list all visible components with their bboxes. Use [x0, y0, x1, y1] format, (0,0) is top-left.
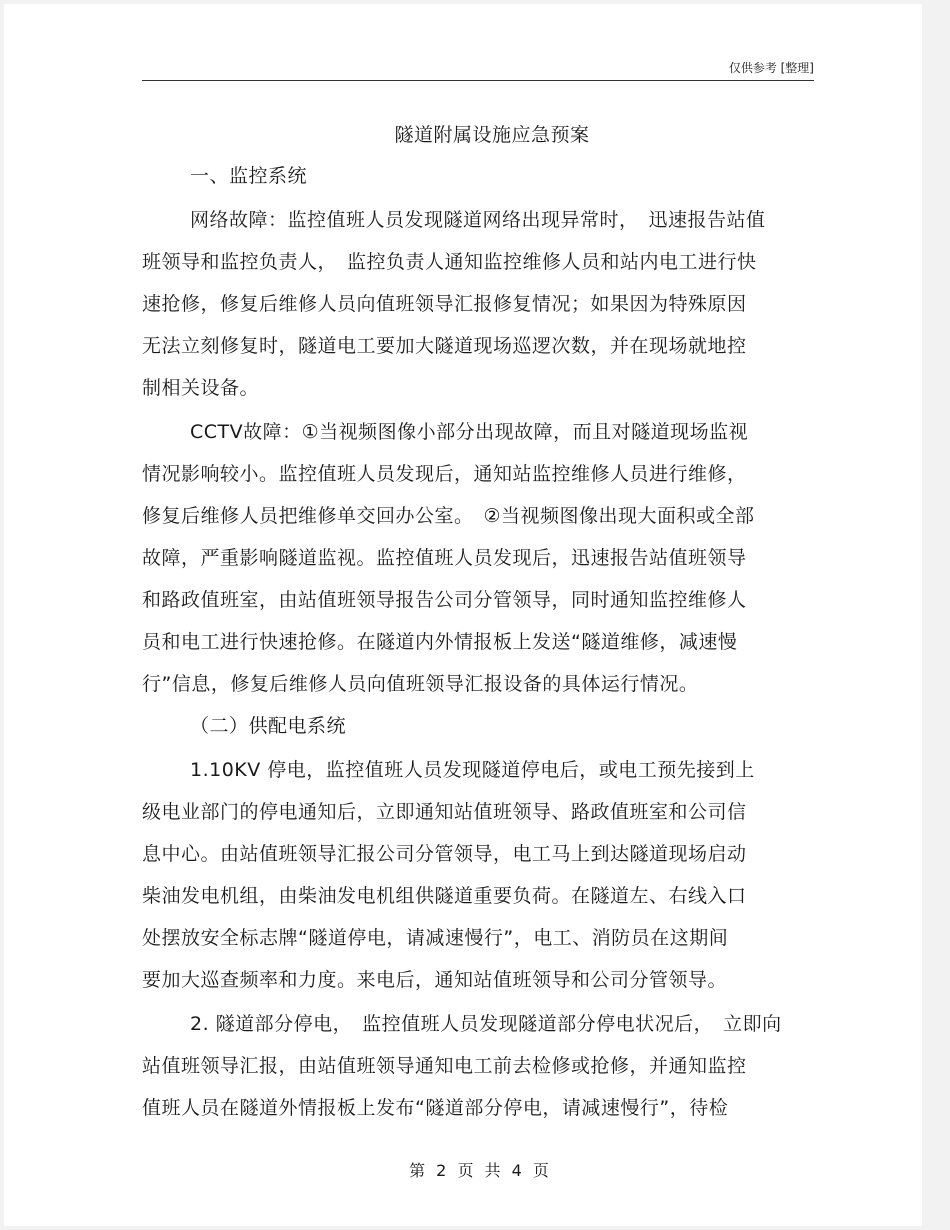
section-heading: （二）供配电系统 — [190, 715, 347, 737]
body-line: 班领导和监控负责人， 监控负责人通知监控维修人员和站内电工进行快 — [142, 251, 757, 273]
body-line: 故障，严重影响隧道监视。监控值班人员发现后，迅速报告站值班领导 — [142, 547, 747, 569]
body-line: 行”信息，修复后维修人员向值班领导汇报设备的具体运行情况。 — [142, 673, 699, 695]
body-line: 无法立刻修复时，隧道电工要加大隧道现场巡逻次数，并在现场就地控 — [142, 335, 747, 357]
body-line: 情况影响较小。监控值班人员发现后，通知站监控维修人员进行维修， — [142, 463, 747, 485]
body-line: 员和电工进行快速抢修。在隧道内外情报板上发送“隧道维修，减速慢 — [142, 631, 738, 653]
page-footer: 第 2 页 共 4 页 — [409, 1161, 549, 1180]
body-line: 级电业部门的停电通知后，立即通知站值班领导、路政值班室和公司信 — [142, 801, 747, 823]
body-line: 站值班领导汇报，由站值班领导通知电工前去检修或抢修，并通知监控 — [142, 1055, 747, 1077]
header-divider — [142, 80, 814, 81]
body-line: 柴油发电机组，由柴油发电机组供隧道重要负荷。在隧道左、右线入口 — [142, 885, 747, 907]
body-line: 1.10KV 停电，监控值班人员发现隧道停电后，或电工预先接到上 — [190, 759, 755, 781]
body-line: 制相关设备。 — [142, 377, 260, 399]
body-line: 息中心。由站值班领导汇报公司分管领导，电工马上到达隧道现场启动 — [142, 843, 747, 865]
body-line: 要加大巡查频率和力度。来电后，通知站值班领导和公司分管领导。 — [142, 969, 728, 991]
body-line: 和路政值班室，由站值班领导报告公司分管领导，同时通知监控维修人 — [142, 589, 747, 611]
body-line: CCTV故障：①当视频图像小部分出现故障，而且对隧道现场监视 — [190, 421, 749, 443]
document-page — [4, 4, 922, 1226]
body-line: 值班人员在隧道外情报板上发布“隧道部分停电，请减速慢行”，待检 — [142, 1097, 729, 1119]
section-heading: 一、监控系统 — [190, 165, 308, 187]
body-line: 网络故障：监控值班人员发现隧道网络出现异常时， 迅速报告站值 — [190, 209, 766, 231]
body-line: 处摆放安全标志牌“隧道停电，请减速慢行”，电工、消防员在这期间 — [142, 927, 729, 949]
body-line: 速抢修，修复后维修人员向值班领导汇报修复情况；如果因为特殊原因 — [142, 293, 747, 315]
body-line: 2. 隧道部分停电， 监控值班人员发现隧道部分停电状况后， 立即向 — [190, 1013, 782, 1035]
header-note: 仅供参考 [整理] — [728, 61, 814, 75]
document-title: 隧道附属设施应急预案 — [394, 124, 590, 146]
body-line: 修复后维修人员把维修单交回办公室。 ②当视频图像出现大面积或全部 — [142, 505, 755, 527]
